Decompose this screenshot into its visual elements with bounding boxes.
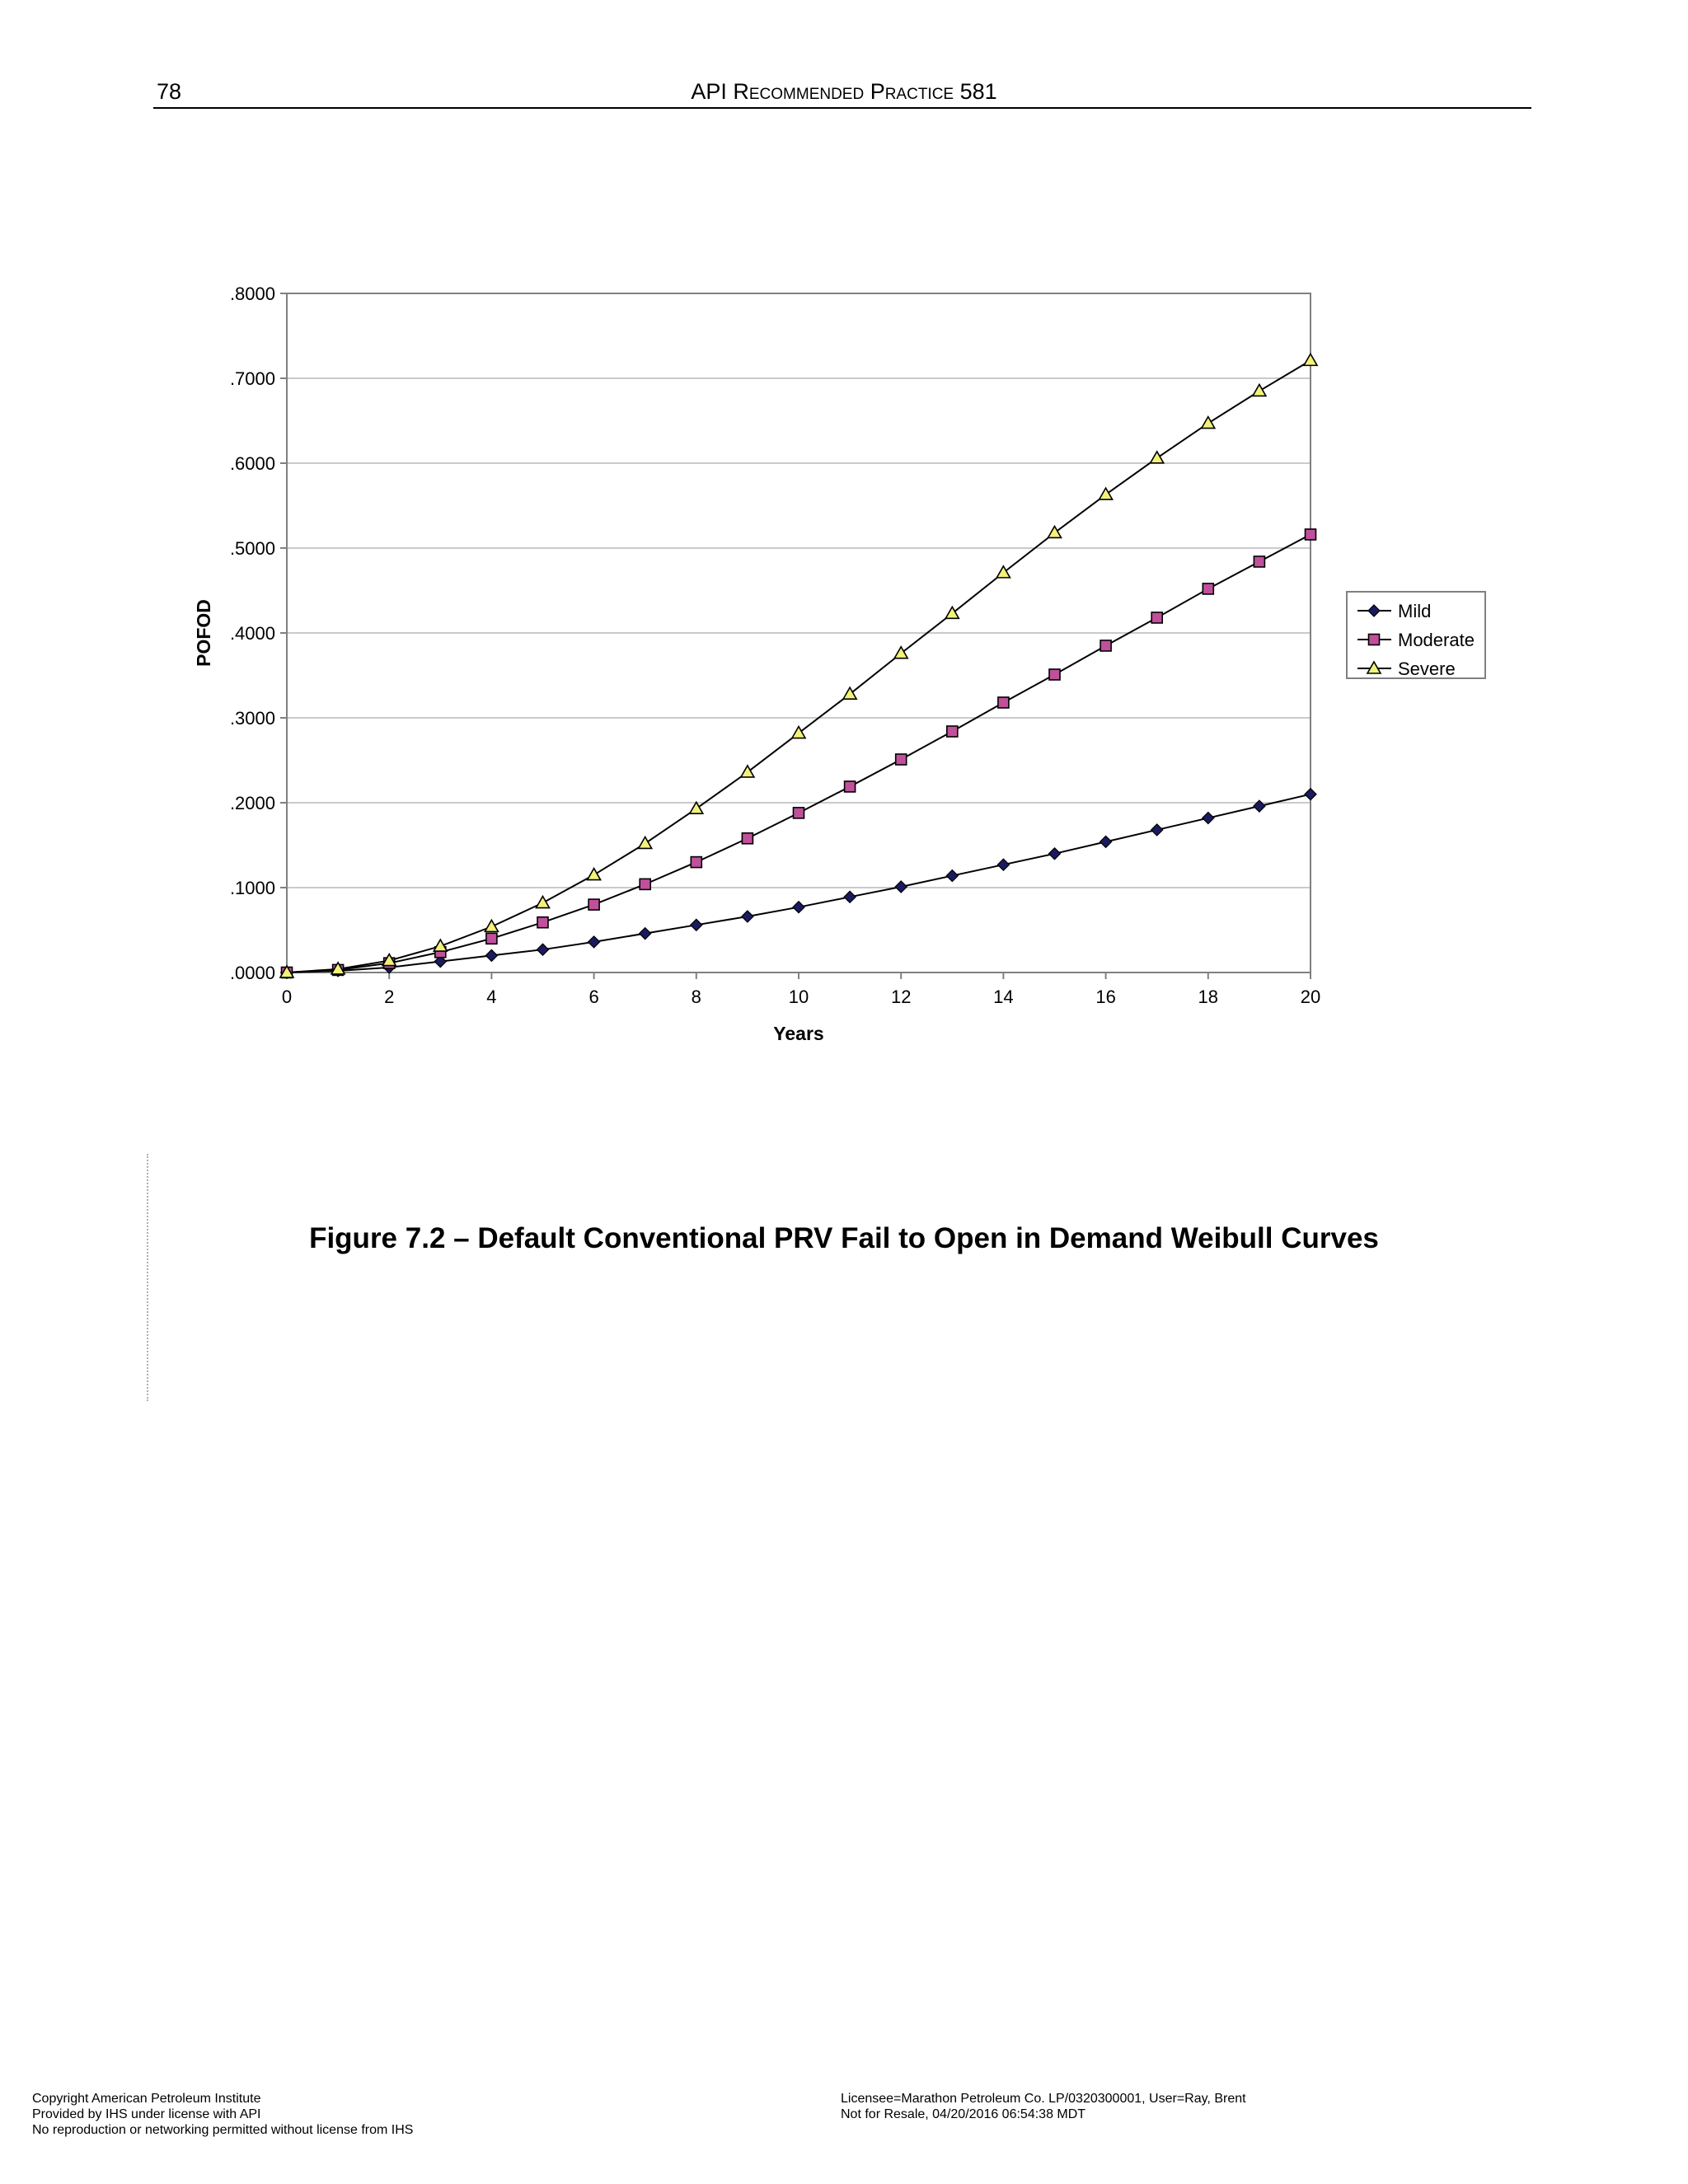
data-point-moderate bbox=[588, 899, 599, 910]
data-point-severe bbox=[945, 607, 959, 618]
footer-copyright-line: No reproduction or networking permitted without license from IHS bbox=[32, 2123, 414, 2137]
data-point-mild bbox=[1203, 813, 1214, 824]
data-point-severe bbox=[588, 869, 601, 880]
data-point-severe bbox=[1304, 354, 1317, 365]
x-tick-label: 14 bbox=[993, 987, 1014, 1007]
data-point-moderate bbox=[1100, 640, 1111, 651]
y-tick-label: .7000 bbox=[229, 368, 275, 389]
y-tick-label: .4000 bbox=[229, 623, 275, 644]
pofod-weibull-chart bbox=[0, 264, 1688, 1088]
page-number: 78 bbox=[157, 79, 182, 104]
data-point-moderate bbox=[1203, 583, 1213, 594]
data-point-severe bbox=[894, 647, 907, 658]
data-point-mild bbox=[946, 870, 958, 882]
data-point-moderate bbox=[998, 697, 1009, 708]
footer-license-line: Licensee=Marathon Petroleum Co. LP/0320300001, User=Ray, Brent bbox=[841, 2092, 1246, 2106]
running-head-text: API Recommended Practice 581 bbox=[691, 79, 997, 104]
x-tick-label: 6 bbox=[588, 987, 599, 1007]
footer-license-line: Not for Resale, 04/20/2016 06:54:38 MDT bbox=[841, 2107, 1086, 2121]
x-tick-label: 20 bbox=[1300, 987, 1321, 1007]
y-tick-label: .6000 bbox=[229, 453, 275, 474]
data-point-moderate bbox=[794, 808, 804, 818]
data-point-mild bbox=[997, 859, 1009, 870]
data-point-mild bbox=[793, 902, 804, 913]
data-point-severe bbox=[537, 897, 550, 908]
margin-stamp-marks bbox=[147, 1154, 155, 1401]
figure-caption: Figure 7.2 – Default Conventional PRV Fail to Open in Demand Weibull Curves bbox=[309, 1222, 1379, 1254]
data-point-mild bbox=[537, 944, 549, 955]
legend-marker-moderate bbox=[1369, 635, 1380, 645]
x-tick-label: 18 bbox=[1198, 987, 1219, 1007]
chart-legend bbox=[1347, 592, 1485, 679]
y-tick-label: .5000 bbox=[229, 538, 275, 559]
y-tick-label: .3000 bbox=[229, 708, 275, 729]
footer-copyright bbox=[32, 2091, 413, 2138]
data-point-mild bbox=[844, 891, 856, 902]
data-point-severe bbox=[1100, 488, 1113, 499]
data-point-mild bbox=[742, 911, 753, 922]
data-point-moderate bbox=[896, 754, 907, 765]
footer-license bbox=[841, 2091, 1246, 2122]
x-tick-label: 16 bbox=[1095, 987, 1116, 1007]
header-rule bbox=[153, 107, 1531, 109]
data-point-mild bbox=[691, 919, 702, 930]
data-point-mild bbox=[1049, 848, 1061, 860]
data-point-mild bbox=[640, 928, 651, 940]
data-point-severe bbox=[1202, 417, 1215, 429]
data-point-moderate bbox=[947, 726, 958, 737]
x-tick-label: 4 bbox=[486, 987, 497, 1007]
data-point-severe bbox=[1048, 526, 1062, 537]
x-tick-label: 0 bbox=[281, 987, 293, 1007]
x-tick-label: 10 bbox=[788, 987, 809, 1007]
data-point-severe bbox=[843, 687, 856, 699]
data-point-severe bbox=[1151, 452, 1164, 463]
data-point-moderate bbox=[1049, 669, 1060, 680]
data-point-severe bbox=[792, 727, 805, 738]
data-point-severe bbox=[639, 837, 652, 848]
y-tick-label: .2000 bbox=[229, 793, 275, 813]
axis-ticks bbox=[230, 284, 1320, 1007]
legend-label-mild: Mild bbox=[1398, 601, 1432, 621]
data-point-moderate bbox=[691, 857, 701, 868]
footer-copyright-line: Copyright American Petroleum Institute bbox=[32, 2092, 261, 2106]
data-point-moderate bbox=[742, 833, 753, 844]
y-tick-label: .0000 bbox=[229, 963, 275, 983]
x-axis-title: Years bbox=[773, 1023, 824, 1044]
y-tick-label: .8000 bbox=[229, 284, 275, 304]
data-point-mild bbox=[1305, 789, 1316, 800]
data-point-mild bbox=[1151, 824, 1163, 836]
legend-label-moderate: Moderate bbox=[1398, 630, 1475, 650]
data-point-moderate bbox=[1151, 612, 1162, 623]
data-point-mild bbox=[588, 936, 600, 948]
data-point-severe bbox=[485, 920, 498, 931]
series-markers bbox=[280, 354, 1317, 978]
y-tick-label: .1000 bbox=[229, 878, 275, 898]
data-point-mild bbox=[485, 949, 497, 961]
legend-label-severe: Severe bbox=[1398, 658, 1456, 679]
data-point-severe bbox=[434, 940, 447, 951]
data-point-moderate bbox=[537, 917, 548, 928]
x-tick-label: 12 bbox=[890, 987, 912, 1007]
data-point-severe bbox=[690, 802, 703, 813]
data-point-mild bbox=[895, 881, 907, 893]
data-point-severe bbox=[741, 766, 754, 777]
x-tick-label: 2 bbox=[384, 987, 395, 1007]
data-point-severe bbox=[996, 566, 1010, 578]
data-point-mild bbox=[1100, 836, 1112, 847]
data-point-moderate bbox=[640, 879, 650, 889]
data-point-moderate bbox=[845, 781, 856, 792]
data-point-severe bbox=[1253, 384, 1266, 396]
data-point-moderate bbox=[486, 933, 497, 944]
data-point-moderate bbox=[1254, 556, 1264, 567]
footer-copyright-line: Provided by IHS under license with API bbox=[32, 2107, 261, 2121]
x-tick-label: 8 bbox=[691, 987, 701, 1007]
data-point-mild bbox=[1254, 800, 1265, 812]
running-head bbox=[0, 79, 1688, 104]
data-point-moderate bbox=[1306, 529, 1316, 540]
y-axis-title: POFOD bbox=[193, 599, 214, 667]
